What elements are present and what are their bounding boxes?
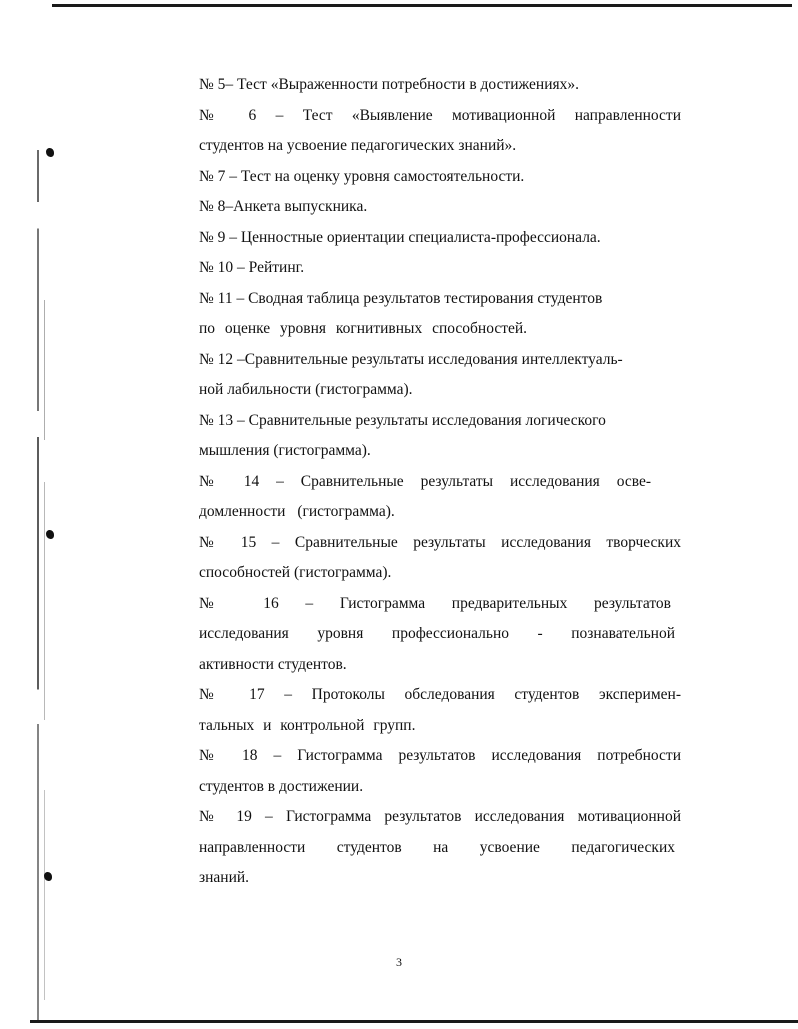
text-line: № 14 – Сравнительные результаты исследования осве- — [199, 472, 651, 490]
text-line: мышления (гистограмма). — [199, 442, 371, 459]
text-line: способностей (гистограмма). — [199, 564, 392, 581]
scan-edge-left-inner — [44, 300, 45, 1000]
binding-hole-mark — [46, 530, 54, 539]
text-line: по оценке уровня когнитивных способностей. — [199, 320, 528, 337]
scan-edge-left — [37, 150, 39, 1020]
text-line: № 12 –Сравнительные результаты исследования интеллектуаль- — [199, 350, 623, 368]
text-line: № 13 – Сравнительные результаты исследования логического — [199, 411, 606, 429]
text-line: знаний. — [199, 869, 250, 886]
scan-edge-bottom — [30, 1020, 798, 1023]
text-line: № 6 – Тест «Выявление мотивационной направленности — [199, 106, 681, 124]
text-line: № 18 – Гистограмма результатов исследования потребности — [199, 747, 681, 764]
text-line: тальных и контрольной групп. — [199, 716, 416, 734]
text-line: ной лабильности (гистограмма). — [199, 381, 413, 398]
text-line: № 9 – Ценностные ориентации специалиста-профессионала. — [199, 228, 601, 246]
text-line: студентов на усвоение педагогических знаний». — [199, 137, 517, 154]
text-line: № 8–Анкета выпускника. — [199, 198, 368, 215]
page-number: 3 — [396, 955, 402, 969]
text-line: направленности студентов на усвоение педагогических — [199, 838, 675, 856]
text-line: № 5– Тест «Выраженности потребности в достижениях». — [199, 76, 579, 93]
binding-hole-mark — [46, 148, 54, 157]
text-line: домленности (гистограмма). — [199, 503, 395, 520]
text-line: № 16 – Гистограмма предварительных результатов — [199, 594, 671, 612]
text-line: № 15 – Сравнительные результаты исследования творческих — [199, 533, 681, 551]
document-body — [199, 70, 681, 894]
text-line: исследования уровня профессионально - познавательной — [199, 625, 675, 642]
text-line: № 7 – Тест на оценку уровня самостоятельности. — [199, 167, 525, 185]
text-line: № 10 – Рейтинг. — [199, 259, 305, 276]
text-line: активности студентов. — [199, 655, 347, 673]
text-line: № 19 – Гистограмма результатов исследования мотивационной — [199, 808, 681, 825]
binding-hole-mark — [44, 872, 52, 881]
text-line: № 11 – Сводная таблица результатов тестирования студентов — [199, 289, 603, 307]
scan-edge-top — [52, 4, 792, 7]
text-line: студентов в достижении. — [199, 777, 364, 795]
text-line: № 17 – Протоколы обследования студентов эксперимен- — [199, 686, 681, 703]
